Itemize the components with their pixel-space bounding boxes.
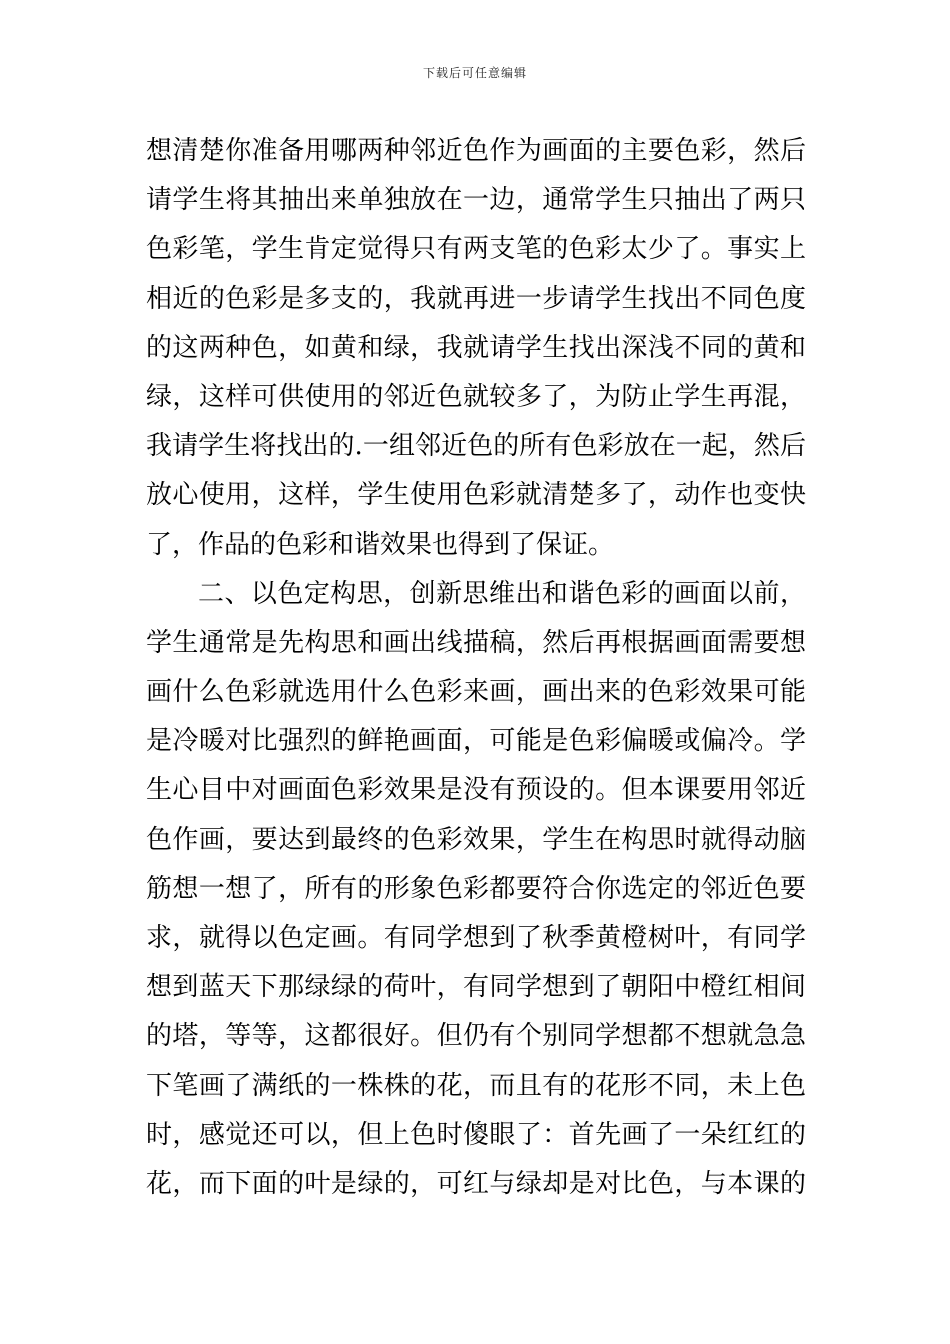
text-line: 相近的色彩是多支的，我就再进一步请学生找出不同色度 — [146, 283, 806, 314]
text-line: 下笔画了满纸的一株株的花，而且有的花形不同，未上色 — [146, 1070, 806, 1101]
text-line: 学生通常是先构思和画出线描稿，然后再根据画面需要想 — [146, 627, 806, 658]
text-line: 色彩笔，学生肯定觉得只有两支笔的色彩太少了。事实上 — [146, 234, 806, 265]
text-line: 筋想一想了，所有的形象色彩都要符合你选定的邻近色要 — [146, 873, 806, 904]
text-line: 生心目中对画面色彩效果是没有预设的。但本课要用邻近 — [146, 775, 806, 806]
text-line: 时，感觉还可以，但上色时傻眼了：首先画了一朵红红的 — [146, 1119, 806, 1150]
text-line: 我请学生将找出的.一组邻近色的所有色彩放在一起，然后 — [146, 431, 806, 462]
text-line: 放心使用，这样，学生使用色彩就清楚多了，动作也变快 — [146, 480, 806, 511]
text-line: 的这两种色，如黄和绿，我就请学生找出深浅不同的黄和 — [146, 332, 806, 363]
text-line: 的塔，等等，这都很好。但仍有个别同学想都不想就急急 — [146, 1021, 806, 1052]
text-line: 花，而下面的叶是绿的，可红与绿却是对比色，与本课的 — [146, 1168, 806, 1199]
paragraph-end-line: 了，作品的色彩和谐效果也得到了保证。 — [146, 529, 615, 560]
text-line: 色作画，要达到最终的色彩效果，学生在构思时就得动脑 — [146, 824, 806, 855]
text-line: 请学生将其抽出来单独放在一边，通常学生只抽出了两只 — [146, 185, 806, 216]
page-header: 下载后可任意编辑 — [422, 66, 527, 80]
document-body — [146, 127, 806, 1209]
text-line: 是冷暖对比强烈的鲜艳画面，可能是色彩偏暖或偏冷。学 — [146, 726, 806, 757]
text-line: 求，就得以色定画。有同学想到了秋季黄橙树叶，有同学 — [146, 923, 806, 953]
paragraph-start-line: 二、以色定构思，创新思维出和谐色彩的画面以前， — [198, 578, 806, 609]
text-line: 绿，这样可供使用的邻近色就较多了，为防止学生再混， — [146, 381, 806, 412]
text-line: 想到蓝天下那绿绿的荷叶，有同学想到了朝阳中橙红相间 — [146, 972, 806, 1003]
text-line: 想清楚你准备用哪两种邻近色作为画面的主要色彩，然后 — [146, 136, 806, 166]
text-line: 画什么色彩就选用什么色彩来画，画出来的色彩效果可能 — [146, 677, 806, 708]
